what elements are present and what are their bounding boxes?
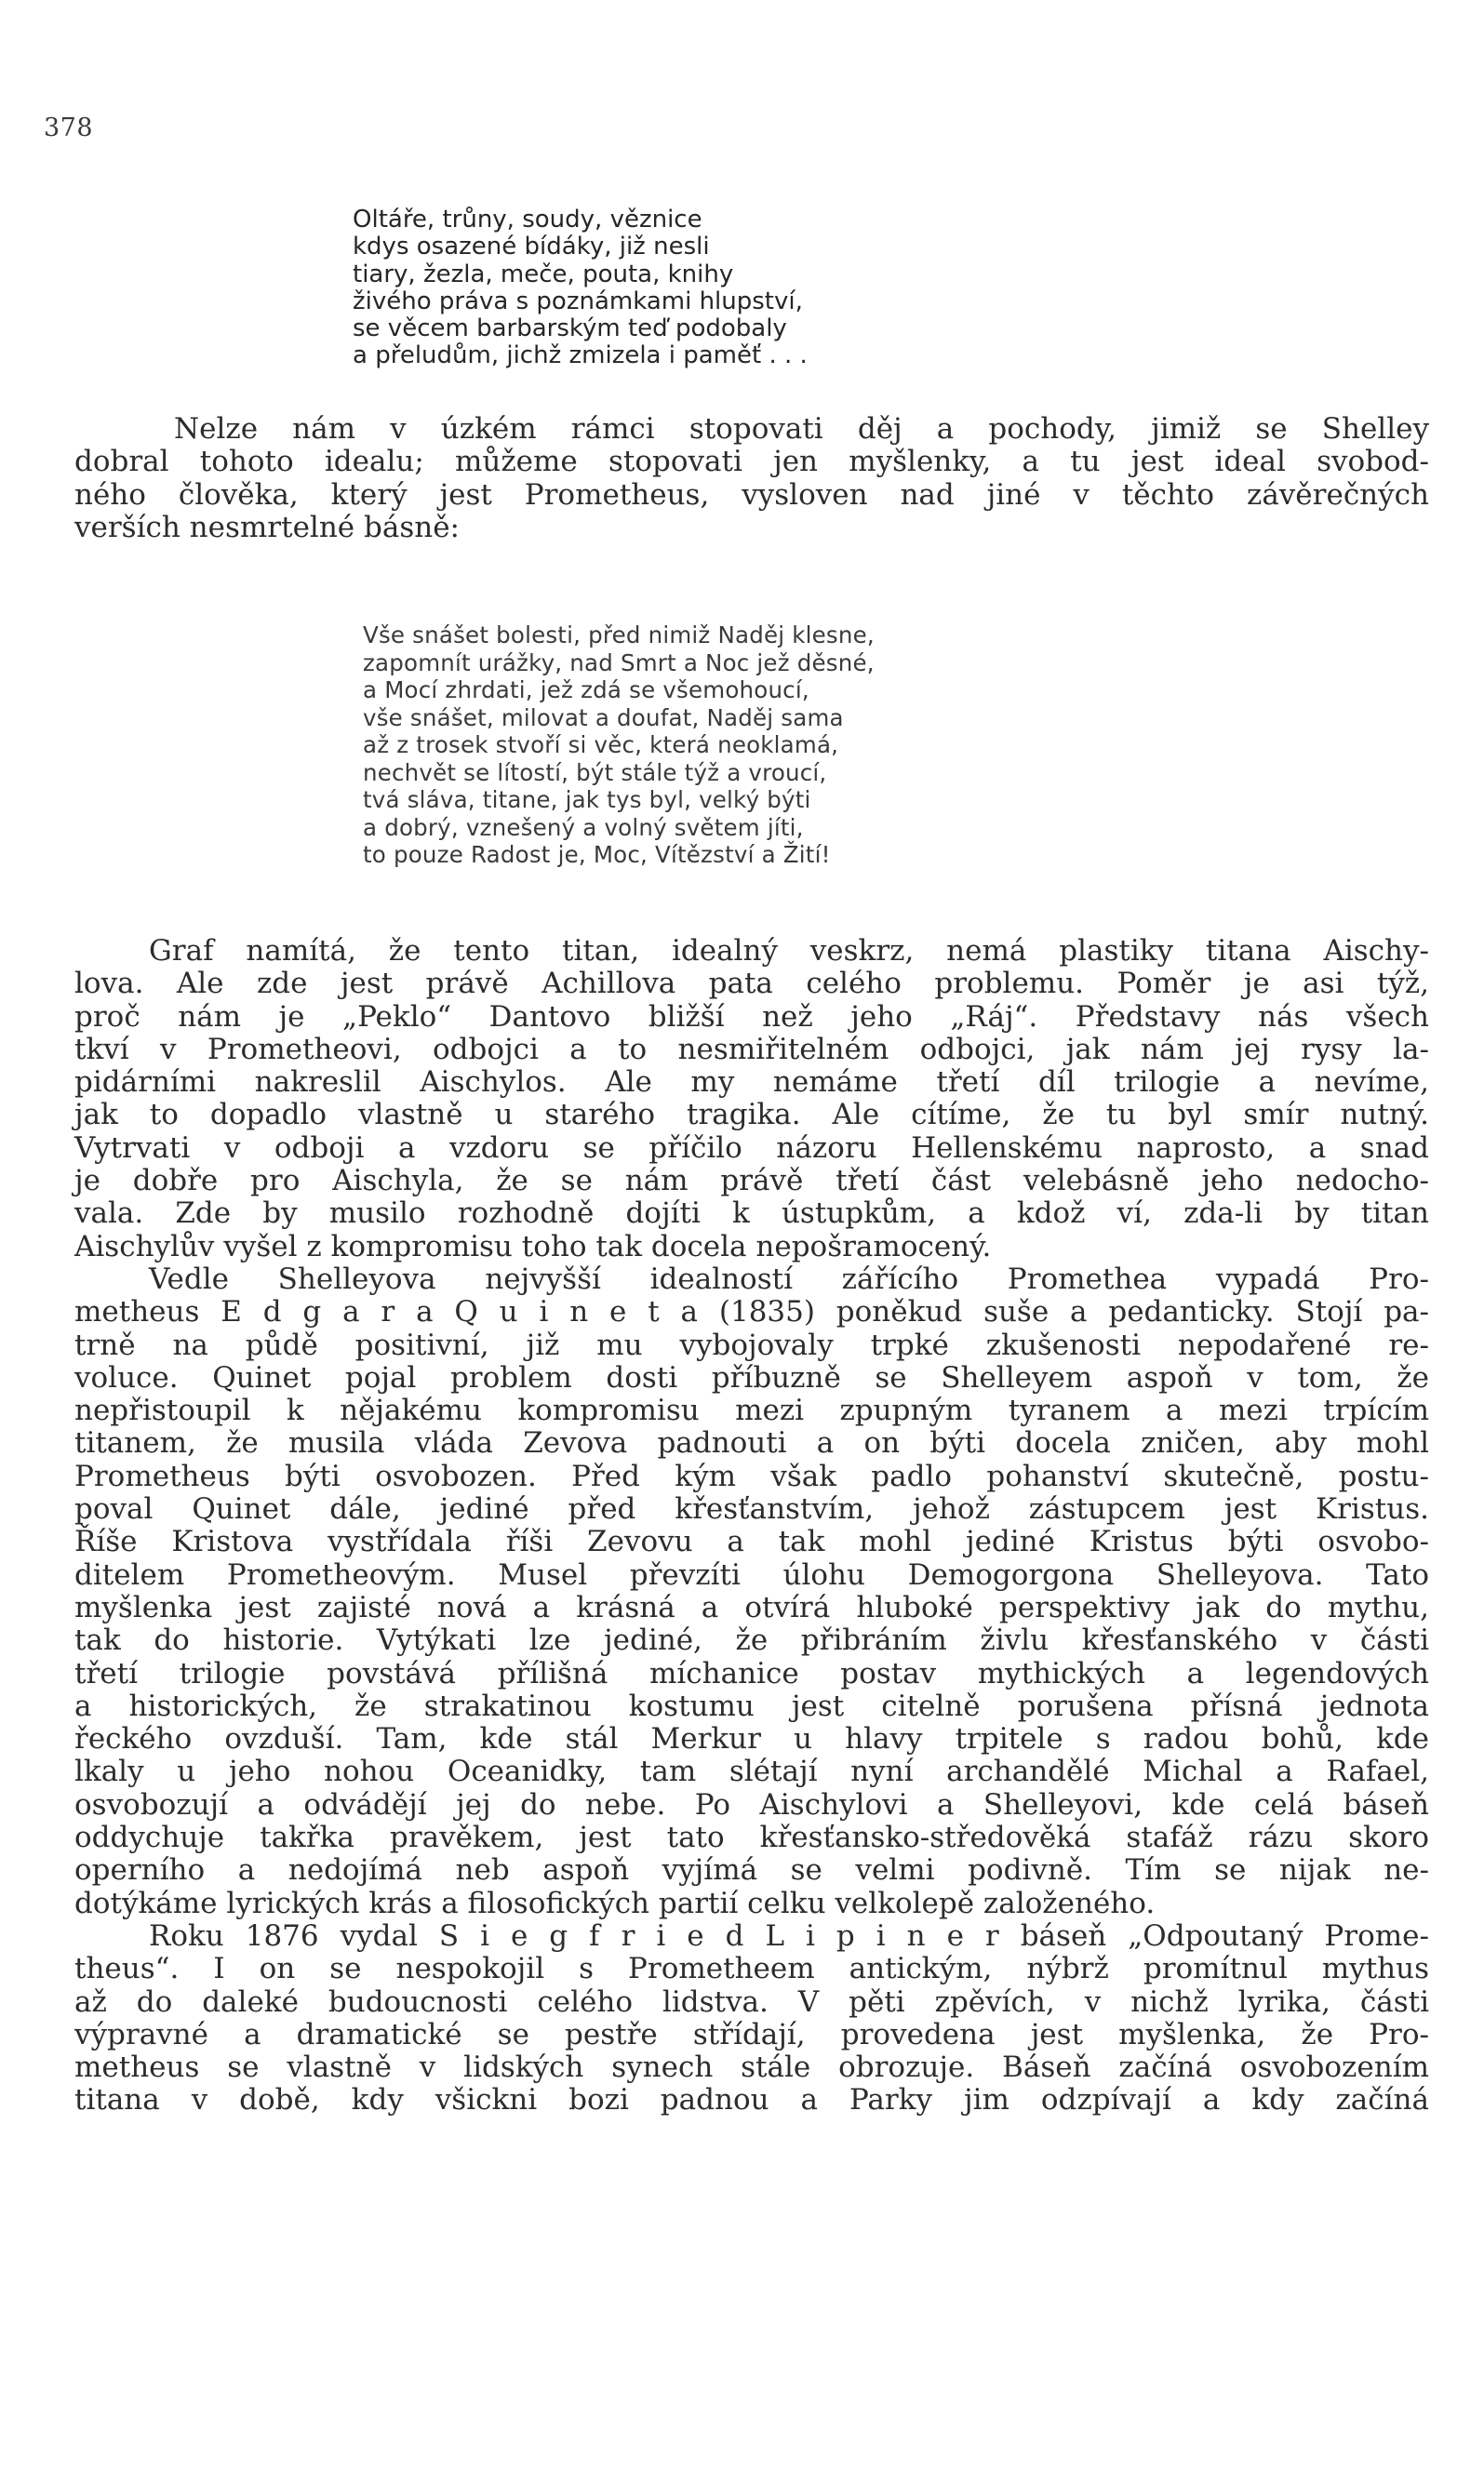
verse-line: vše snášet, milovat a doufat, Naděj sama <box>363 703 844 731</box>
verse-line: kdys osazené bídáky, již nesli <box>353 233 710 261</box>
verse-quote-two <box>363 621 875 869</box>
text-line: titana v době, kdy všickni bozi padnou a Parky jim odzpívají a kdy začíná <box>74 2083 1429 2118</box>
text-line: theus“. I on se nespokojil s Prometheem antickým, nýbrž promítnul mythus <box>74 1952 1429 1986</box>
text-line: ného člověka, který jest Prometheus, vysloven nad jiné v těchto závěrečných <box>74 477 1429 512</box>
text-line: lkaly u jeho nohou Oceanidky, tam slétají nyní archandělé Michal a Rafael, <box>74 1755 1429 1789</box>
paragraph-two <box>74 935 1429 2118</box>
text-line: až do daleké budoucnosti celého lidstva. V pěti zpěvích, v nichž lyrika, části <box>74 1984 1429 2019</box>
text-line: jak to dopadlo vlastně u starého tragika. Ale cítíme, že tu byl smír nutný. <box>74 1098 1429 1132</box>
text-line: voluce. Quinet pojal problem dosti příbuzně se Shelleyem aspoň v tom, že <box>74 1360 1429 1395</box>
text-line: Nelze nám v úzkém rámci stopovati děj a pochody, jimiž se Shelley <box>174 412 1429 446</box>
text-line: vala. Zde by musilo rozhodně dojíti k ústupkům, a kdož ví, zda-li by titan <box>74 1196 1429 1231</box>
verse-line: a dobrý, vznešený a volný světem jíti, <box>363 813 804 841</box>
page-number: 378 <box>44 114 94 142</box>
text-line: proč nám je „Peklo“ Dantovo bližší než jeho „Ráj“. Představy nás všech <box>74 999 1429 1034</box>
verse-line: a přeludům, jichž zmizela i paměť . . . <box>353 341 808 370</box>
text-line: oddychuje takřka pravěkem, jest tato křesťansko-středověká stafáž rázu skoro <box>74 1821 1429 1855</box>
text-line: Prometheus býti osvobozen. Před kým však padlo pohanství skutečně, postu- <box>74 1459 1429 1493</box>
text-line: lova. Ale zde jest právě Achillova pata celého problemu. Poměr je asi týž, <box>74 967 1429 1001</box>
text-line: Vedle Shelleyova nejvyšší idealností zářícího Promethea vypadá Pro- <box>149 1262 1429 1296</box>
verse-line: tvá sláva, titane, jak tys byl, velký býti <box>363 786 811 813</box>
text-line: výpravné a dramatické se pestře střídají, provedena jest myšlenka, že Pro- <box>74 2017 1429 2051</box>
verse-line: až z trosek stvoří si věc, která neoklamá, <box>363 731 839 758</box>
text-line: poval Quinet dále, jediné před křesťanstvím, jehož zástupcem jest Kristus. <box>74 1492 1429 1527</box>
text-line: Vytrvati v odboji a vzdoru se příčilo názoru Hellenskému naprosto, a snad <box>74 1130 1429 1165</box>
text-line: tkví v Prometheovi, odbojci a to nesmiřitelném odbojci, jak nám jej rysy la- <box>74 1032 1429 1066</box>
verse-line: a Mocí zhrdati, jež zdá se všemohoucí, <box>363 676 809 703</box>
text-line: třetí trilogie povstává přílišná míchanice postav mythických a legendových <box>74 1656 1429 1690</box>
text-line: trně na půdě positivní, již mu vybojovaly trpké zkušenosti nepodařené re- <box>74 1328 1429 1362</box>
verse-line: se věcem barbarským teď podobaly <box>353 314 787 343</box>
text-line: metheus E d g a r a Q u i n e t a (1835) poněkud suše a pedanticky. Stojí pa- <box>74 1295 1429 1329</box>
text-line: řeckého ovzduší. Tam, kde stál Merkur u hlavy trpitele s radou bohů, kde <box>74 1722 1429 1757</box>
verse-line: tiary, žezla, meče, pouta, knihy <box>353 260 734 288</box>
text-line: a historických, že strakatinou kostumu jest citelně porušena přísná jednota <box>74 1689 1429 1723</box>
paragraph-one <box>74 413 1429 544</box>
text-line: ditelem Prometheovým. Musel převzíti úlohu Demogorgona Shelleyova. Tato <box>74 1557 1429 1592</box>
text-line: je dobře pro Aischyla, že se nám právě třetí část velebásně jeho nedocho- <box>74 1164 1429 1198</box>
verse-line: živého práva s poznámkami hlupství, <box>353 287 803 315</box>
text-line: pidárními nakreslil Aischylos. Ale my nemáme třetí díl trilogie a nevíme, <box>74 1065 1429 1100</box>
verse-line: to pouze Radost je, Moc, Vítězství a Žití! <box>363 841 831 868</box>
text-line: Aischylův vyšel z kompromisu toho tak docela nepošramocený. <box>74 1229 992 1263</box>
text-line: dotýkáme lyrických krás a filosofických partií celku velkolepě založeného. <box>74 1886 1156 1920</box>
text-line: osvobozují a odvádějí jej do nebe. Po Aischylovi a Shelleyovi, kde celá báseň <box>74 1787 1429 1822</box>
text-line: operního a nedojímá neb aspoň vyjímá se velmi podivně. Tím se nijak ne- <box>74 1853 1429 1888</box>
text-line: Roku 1876 vydal S i e g f r i e d L i p i n e r báseň „Odpoutaný Prome- <box>149 1918 1429 1953</box>
verse-quote-one <box>353 207 808 370</box>
verse-line: zapomnít urážky, nad Smrt a Noc jež děsné, <box>363 648 875 676</box>
text-line: nepřistoupil k nějakému kompromisu mezi zpupným tyranem a mezi trpícím <box>74 1394 1429 1428</box>
verse-line: Oltáře, trůny, soudy, věznice <box>353 206 702 234</box>
text-line: dobral tohoto idealu; můžeme stopovati jen myšlenky, a tu jest ideal svobod- <box>74 445 1429 479</box>
text-line: titanem, že musila vláda Zevova padnouti a on býti docela zničen, aby mohl <box>74 1426 1429 1461</box>
text-line: Říše Kristova vystřídala říši Zevovu a tak mohl jediné Kristus býti osvobo- <box>74 1525 1429 1559</box>
verse-line: Vše snášet bolesti, před nimiž Naděj klesne, <box>363 621 875 648</box>
text-line: tak do historie. Vytýkati lze jediné, že přibráním živlu křesťanského v části <box>74 1623 1429 1658</box>
text-line: Graf namítá, že tento titan, idealný veskrz, nemá plastiky titana Aischy- <box>149 934 1429 968</box>
text-line: verších nesmrtelné básně: <box>74 510 460 544</box>
text-line: metheus se vlastně v lidských synech stále obrozuje. Báseň začíná osvobozením <box>74 2051 1429 2085</box>
verse-line: nechvět se lítostí, být stále týž a vroucí, <box>363 758 827 786</box>
text-line: myšlenka jest zajisté nová a krásná a otvírá hluboké perspektivy jak do mythu, <box>74 1590 1429 1624</box>
